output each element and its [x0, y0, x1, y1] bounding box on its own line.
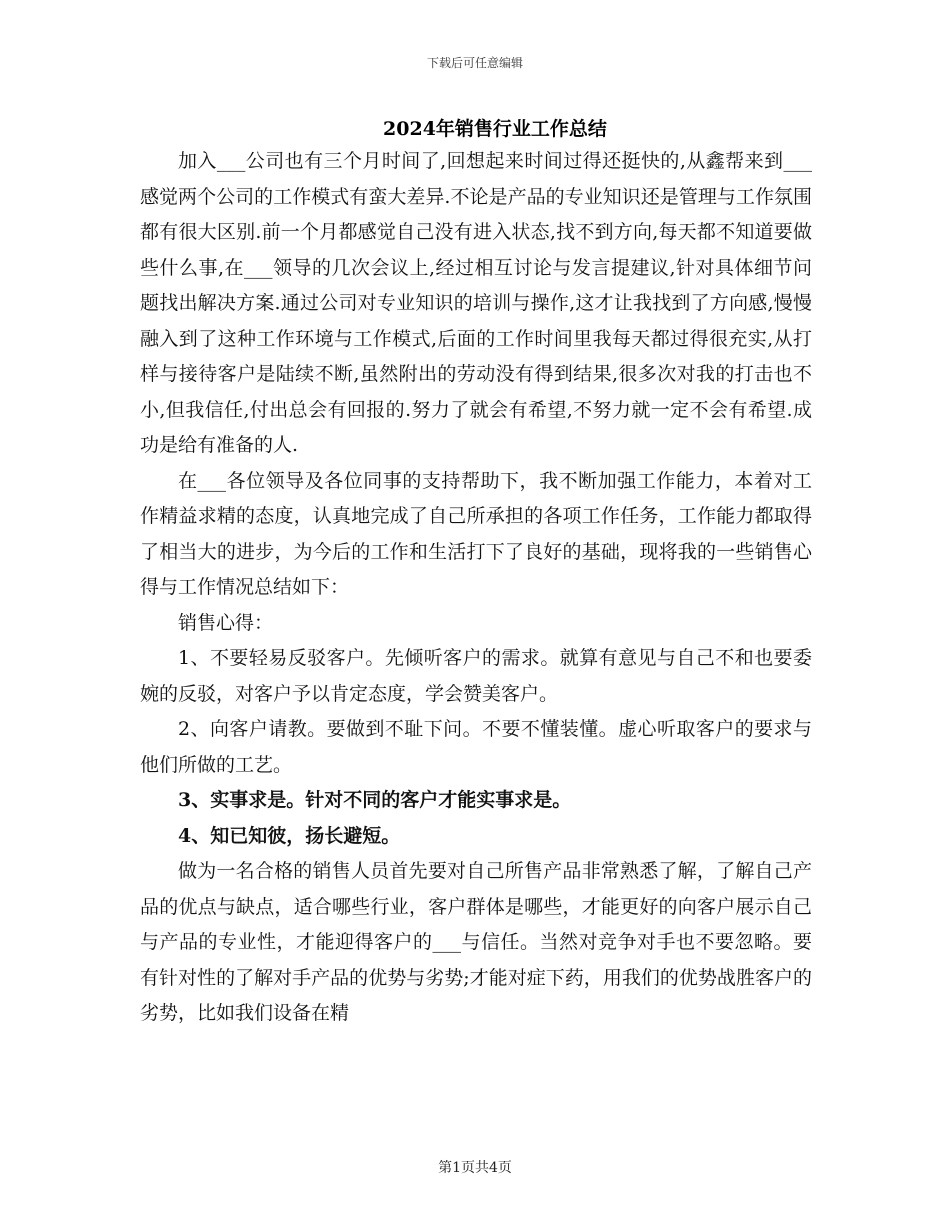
document-title: 2024年销售行业工作总结 [383, 118, 607, 140]
paragraph-tip-2: 2、向客户请教。要做到不耻下问。不要不懂装懂。虚心听取客户的要求与他们所做的工艺。 [140, 718, 812, 776]
paragraph-heading-sales-tips: 销售心得： [178, 611, 274, 634]
paragraph-product-knowledge: 做为一名合格的销售人员首先要对自己所售产品非常熟悉了解，了解自己产品的优点与缺点，适合哪些行业，客户群体是哪些，才能更好的向客户展示自己与产品的专业性，才能迎得客户的___与信任。当然对竞争对手也不要忽略。要有针对性的了解对手产品的优势与劣势;才能对症下药，用我们的优势战胜客户的劣势，比如我们设备在精 [140, 860, 812, 1024]
page-footer: 第1页共4页 [438, 1160, 512, 1176]
document-body [140, 144, 812, 1032]
paragraph-support: 在___各位领导及各位同事的支持帮助下，我不断加强工作能力，本着对工作精益求精的态度，认真地完成了自己所承担的各项工作任务，工作能力都取得了相当大的进步，为今后的工作和生活打下了良好的基础，现将我的一些销售心得与工作情况总结如下： [140, 469, 812, 598]
paragraph-tip-3: 3、实事求是。针对不同的客户才能实事求是。 [178, 789, 572, 811]
paragraph-tip-4: 4、知已知彼，扬长避短。 [178, 824, 401, 847]
header-note: 下载后可任意编辑 [426, 56, 523, 70]
paragraph-intro: 加入___公司也有三个月时间了,回想起来时间过得还挺快的,从鑫帮来到___感觉两个公司的工作模式有蛮大差异.不论是产品的专业知识还是管理与工作氛围都有很大区别.前一个月都感觉自己没有进入状态,找不到方向,每天都不知道要做些什么事,在___领导的几次会议上,经过相互讨论与发言提建议,针对具体细节问题找出解决方案.通过公司对专业知识的培训与操作,这才让我找到了方向感,慢慢融入到了这种工作环境与工作模式,后面的工作时间里我每天都过得很充实,从打样与接待客户是陆续不断,虽然附出的劳动没有得到结果,很多次对我的打击也不小,但我信任,付出总会有回报的.努力了就会有希望,不努力就一定不会有希望.成功是给有准备的人. [140, 150, 812, 456]
paragraph-tip-1: 1、不要轻易反驳客户。先倾听客户的需求。就算有意见与自己不和也要委婉的反驳，对客户予以肯定态度，学会赞美客户。 [140, 647, 812, 705]
